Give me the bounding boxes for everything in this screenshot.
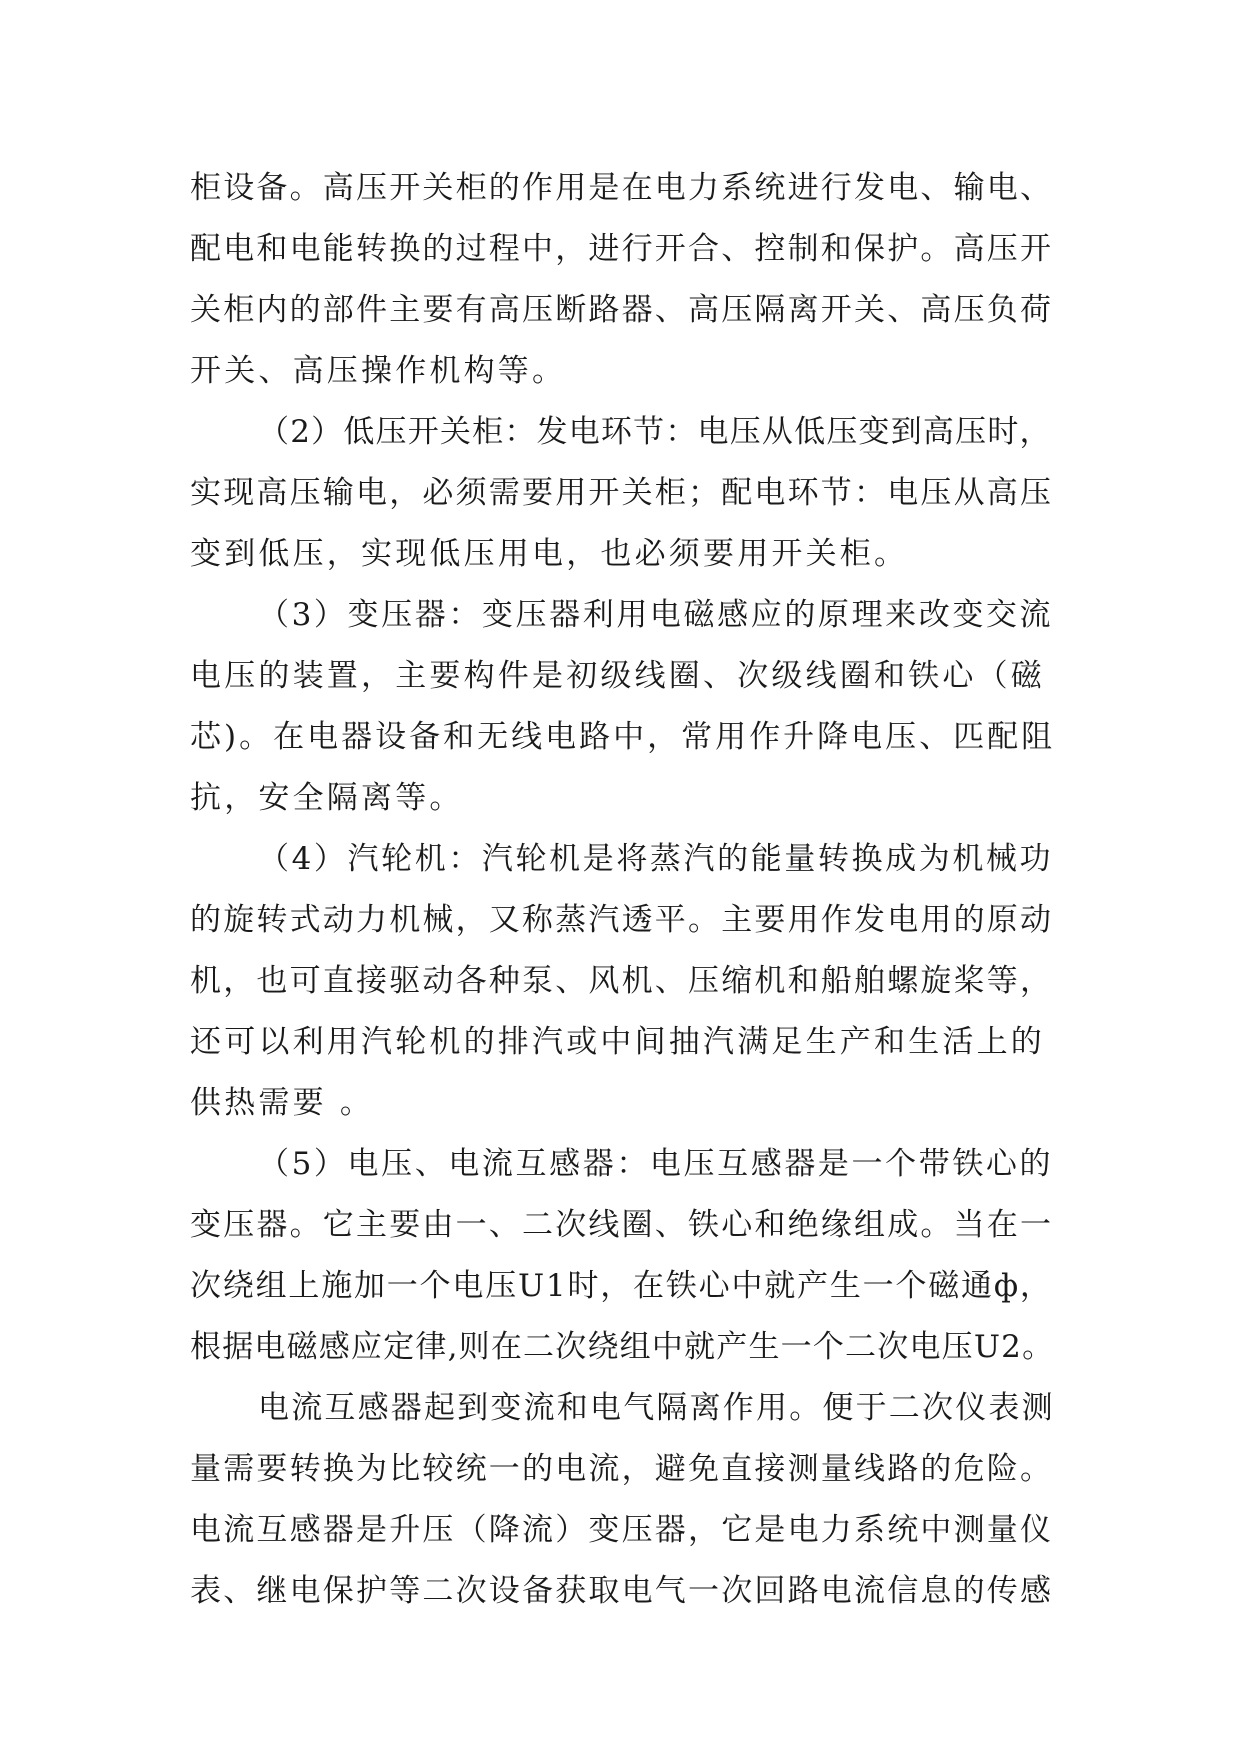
text-line: 量需要转换为比较统一的电流，避免直接测量线路的危险。	[190, 1451, 1054, 1487]
text-line: （2）低压开关柜：发电环节：电压从低压变到高压时，	[258, 414, 1052, 450]
text-line: 配电和电能转换的过程中，进行开合、控制和保护。高压开	[190, 231, 1054, 267]
text-line: 根据电磁感应定律,则在二次绕组中就产生一个二次电压U2。	[190, 1329, 1055, 1365]
text-line: 变到低压，实现低压用电，也必须要用开关柜。	[190, 536, 909, 572]
text-line: （3）变压器：变压器利用电磁感应的原理来改变交流	[258, 597, 1054, 633]
text-line: 还可以利用汽轮机的排汽或中间抽汽满足生产和生活上的	[190, 1024, 1045, 1060]
text-line: 的旋转式动力机械，又称蒸汽透平。主要用作发电用的原动	[190, 902, 1054, 938]
text-line: 芯)。在电器设备和无线电路中，常用作升降电压、匹配阻	[190, 719, 1056, 755]
body-text	[190, 158, 1055, 1622]
text-line: 开关、高压操作机构等。	[190, 353, 567, 389]
text-line: 关柜内的部件主要有高压断路器、高压隔离开关、高压负荷	[190, 292, 1054, 328]
text-line: 机，也可直接驱动各种泵、风机、压缩机和船舶螺旋桨等，	[190, 963, 1054, 999]
text-line: 变压器。它主要由一、二次线圈、铁心和绝缘组成。当在一	[190, 1207, 1054, 1243]
text-line: （5）电压、电流互感器：电压互感器是一个带铁心的	[258, 1146, 1054, 1182]
text-line: 电流互感器是升压（降流）变压器，它是电力系统中测量仪	[190, 1512, 1054, 1548]
text-line: 柜设备。高压开关柜的作用是在电力系统进行发电、输电、	[190, 170, 1054, 206]
text-line: 次绕组上施加一个电压U1时，在铁心中就产生一个磁通ф，	[190, 1268, 1053, 1304]
text-line: 电流互感器起到变流和电气隔离作用。便于二次仪表测	[258, 1390, 1055, 1426]
text-line: 供热需要 。	[190, 1085, 375, 1121]
text-line: 电压的装置，主要构件是初级线圈、次级线圈和铁心（磁	[190, 658, 1045, 694]
text-line: 抗，安全隔离等。	[190, 780, 464, 816]
text-line: （4）汽轮机：汽轮机是将蒸汽的能量转换成为机械功	[258, 841, 1054, 877]
text-line: 表、继电保护等二次设备获取电气一次回路电流信息的传感	[190, 1573, 1054, 1609]
text-line: 实现高压输电，必须需要用开关柜；配电环节：电压从高压	[190, 475, 1054, 511]
